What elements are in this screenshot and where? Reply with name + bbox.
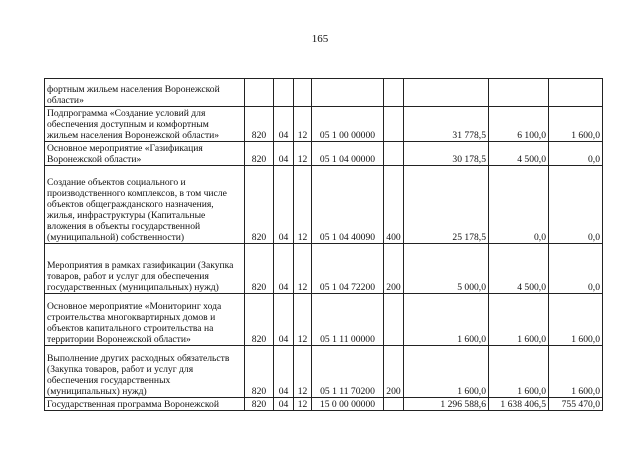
amount-year-2: 6 100,0 (489, 107, 549, 142)
subsection-code: 12 (294, 142, 312, 166)
amount-year-2: 0,0 (489, 166, 549, 244)
section-code: 04 (274, 107, 294, 142)
ministry-code: 820 (245, 398, 274, 411)
ministry-code (245, 79, 274, 107)
section-code: 04 (274, 346, 294, 398)
amount-year-3 (549, 79, 603, 107)
subsection-code (294, 79, 312, 107)
target-article-code: 05 1 04 72200 (312, 244, 384, 294)
section-code: 04 (274, 166, 294, 244)
target-article-code: 05 1 11 00000 (312, 294, 384, 346)
amount-year-3: 0,0 (549, 166, 603, 244)
expense-type-code (384, 294, 404, 346)
table-row (45, 107, 603, 142)
row-name: Государственная программа Воронежской (45, 398, 245, 411)
ministry-code: 820 (245, 142, 274, 166)
row-name: Подпрограмма «Создание условий для обеспечения доступным и комфортным жильем населения Воронежской области» (45, 107, 245, 142)
target-article-code: 05 1 04 40090 (312, 166, 384, 244)
expense-type-code: 200 (384, 244, 404, 294)
amount-year-1: 30 178,5 (404, 142, 489, 166)
amount-year-2: 1 600,0 (489, 294, 549, 346)
target-article-code: 05 1 11 70200 (312, 346, 384, 398)
section-code: 04 (274, 398, 294, 411)
row-name: Мероприятия в рамках газификации (Закупка товаров, работ и услуг для обеспечения государственных (муниципальных) нужд) (45, 244, 245, 294)
row-name: Выполнение других расходных обязательств (Закупка товаров, работ и услуг для обеспечения государственных (муниципальных) нужд) (45, 346, 245, 398)
amount-year-3: 0,0 (549, 142, 603, 166)
ministry-code: 820 (245, 244, 274, 294)
expense-type-code (384, 79, 404, 107)
target-article-code: 15 0 00 00000 (312, 398, 384, 411)
amount-year-1: 1 296 588,6 (404, 398, 489, 411)
target-article-code (312, 79, 384, 107)
amount-year-1: 5 000,0 (404, 244, 489, 294)
subsection-code: 12 (294, 244, 312, 294)
ministry-code: 820 (245, 294, 274, 346)
amount-year-2: 1 600,0 (489, 346, 549, 398)
section-code: 04 (274, 244, 294, 294)
expense-type-code: 200 (384, 346, 404, 398)
section-code (274, 79, 294, 107)
table-row (45, 166, 603, 244)
subsection-code: 12 (294, 398, 312, 411)
table-row (45, 142, 603, 166)
amount-year-3: 1 600,0 (549, 107, 603, 142)
amount-year-2: 4 500,0 (489, 142, 549, 166)
amount-year-2: 4 500,0 (489, 244, 549, 294)
row-name: Основное мероприятие «Газификация Воронежской области» (45, 142, 245, 166)
expense-type-code: 400 (384, 166, 404, 244)
expense-type-code (384, 398, 404, 411)
ministry-code: 820 (245, 166, 274, 244)
subsection-code: 12 (294, 294, 312, 346)
subsection-code: 12 (294, 166, 312, 244)
amount-year-1: 1 600,0 (404, 346, 489, 398)
amount-year-3: 0,0 (549, 244, 603, 294)
amount-year-2 (489, 79, 549, 107)
target-article-code: 05 1 04 00000 (312, 142, 384, 166)
section-code: 04 (274, 142, 294, 166)
page-number: 165 (311, 33, 329, 45)
table-row (45, 244, 603, 294)
table-row (45, 294, 603, 346)
expense-type-code (384, 142, 404, 166)
subsection-code: 12 (294, 346, 312, 398)
amount-year-1 (404, 79, 489, 107)
amount-year-2: 1 638 406,5 (489, 398, 549, 411)
target-article-code: 05 1 00 00000 (312, 107, 384, 142)
row-name: Основное мероприятие «Мониторинг хода строительства многоквартирных домов и объектов капитального строительства на территории Воронежской области» (45, 294, 245, 346)
table-row (45, 346, 603, 398)
row-name: Создание объектов социального и производственного комплексов, в том числе объектов общегражданского назначения, жилья, инфраструктуры (Капитальные вложения в объекты государственной (муниципальной) собственности) (45, 166, 245, 244)
amount-year-3: 1 600,0 (549, 346, 603, 398)
ministry-code: 820 (245, 346, 274, 398)
table-row (45, 79, 603, 107)
amount-year-3: 1 600,0 (549, 294, 603, 346)
ministry-code: 820 (245, 107, 274, 142)
budget-table (44, 78, 603, 411)
expense-type-code (384, 107, 404, 142)
row-name: фортным жильем населения Воронежской области» (45, 79, 245, 107)
section-code: 04 (274, 294, 294, 346)
subsection-code: 12 (294, 107, 312, 142)
amount-year-1: 1 600,0 (404, 294, 489, 346)
amount-year-1: 25 178,5 (404, 166, 489, 244)
table-row (45, 398, 603, 411)
amount-year-1: 31 778,5 (404, 107, 489, 142)
amount-year-3: 755 470,0 (549, 398, 603, 411)
